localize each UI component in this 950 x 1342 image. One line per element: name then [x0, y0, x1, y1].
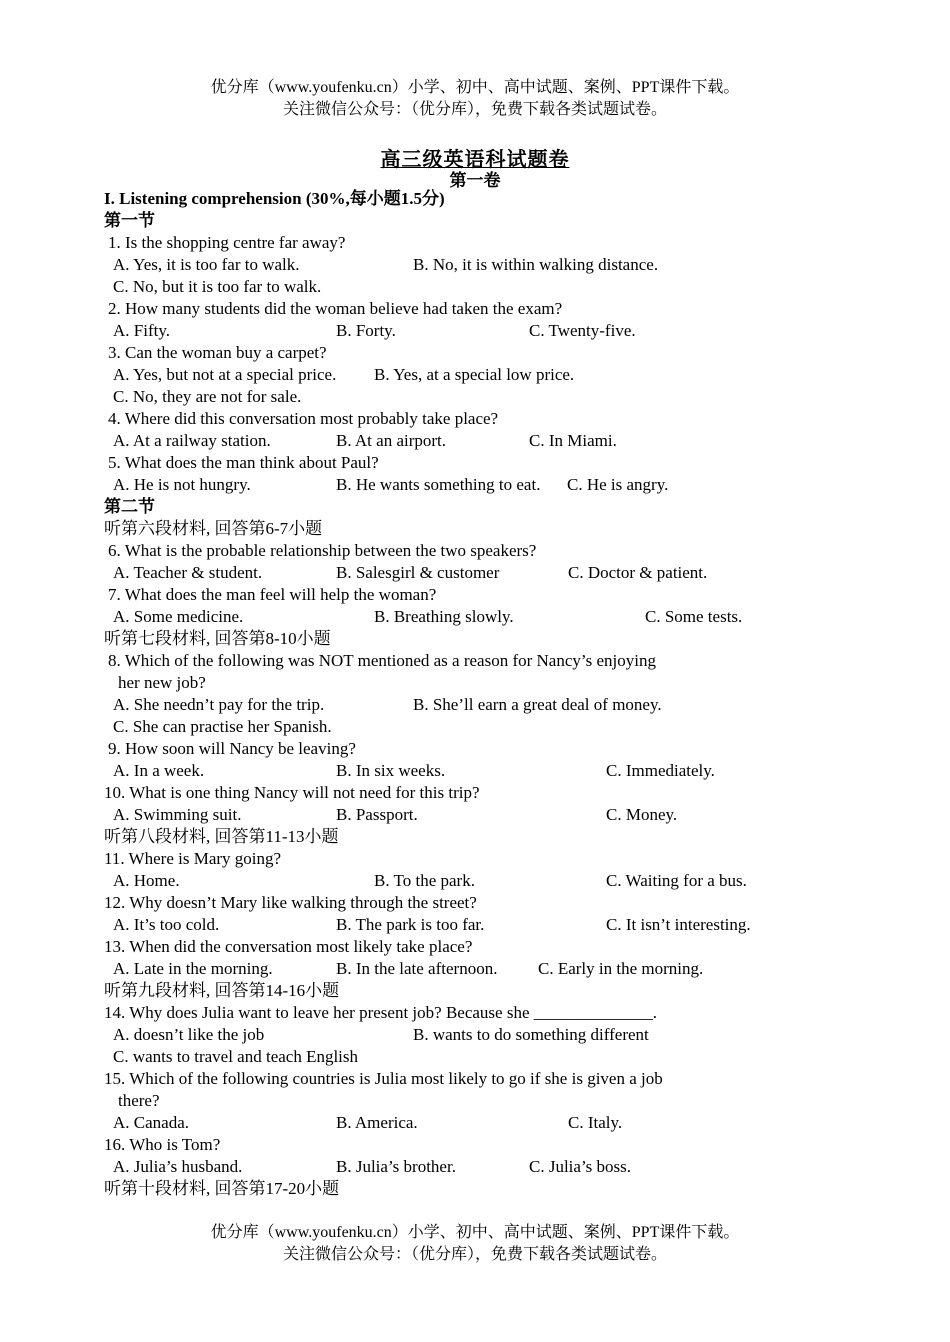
options-10: [104, 804, 824, 826]
option-b: B. She’ll earn a great deal of money.: [413, 695, 662, 714]
question-13: 13. When did the conversation most likely take place?: [104, 937, 473, 956]
option-c: C. No, but it is too far to walk.: [113, 277, 322, 296]
option-c: C. He is angry.: [567, 475, 669, 494]
option-b: B. Yes, at a special low price.: [374, 365, 575, 384]
option-a: A. Swimming suit.: [113, 805, 242, 824]
option-a: A. doesn’t like the job: [113, 1025, 265, 1044]
option-b: B. To the park.: [374, 871, 475, 890]
option-c: C. Julia’s boss.: [529, 1157, 632, 1176]
option-a: A. Julia’s husband.: [113, 1157, 243, 1176]
options-7: [104, 606, 824, 628]
question-10: 10. What is one thing Nancy will not need for this trip?: [104, 783, 480, 802]
option-c: C. No, they are not for sale.: [113, 387, 302, 406]
option-b: B. wants to do something different: [413, 1025, 649, 1044]
option-c: C. Money.: [606, 805, 678, 824]
option-b: B. At an airport.: [336, 431, 447, 450]
option-a: A. Fifty.: [113, 321, 170, 340]
options-2: [104, 320, 824, 342]
question-15: 15. Which of the following countries is Julia most likely to go if she is given a job: [104, 1069, 663, 1088]
watermark-line2: 关注微信公众号：（优分库），免费下载各类试题试卷。: [282, 101, 667, 118]
question-16: 16. Who is Tom?: [104, 1135, 221, 1154]
options-4: [104, 430, 824, 452]
options-9: [104, 760, 824, 782]
option-a: A. She needn’t pay for the trip.: [113, 695, 325, 714]
part-heading-1: 第一节: [104, 211, 155, 230]
option-c: C. wants to travel and teach English: [113, 1047, 359, 1066]
option-c: C. She can practise her Spanish.: [113, 717, 332, 736]
exam-subtitle: 第一卷: [449, 171, 501, 190]
question-2: 2. How many students did the woman believe had taken the exam?: [108, 299, 563, 318]
question-3: 3. Can the woman buy a carpet?: [108, 343, 327, 362]
instruction-2: 听第七段材料, 回答第8-10小题: [104, 629, 331, 648]
watermark-line2: 关注微信公众号：（优分库），免费下载各类试题试卷。: [282, 1246, 667, 1263]
watermark-header: [0, 77, 950, 121]
option-a: A. Late in the morning.: [113, 959, 273, 978]
question-11: 11. Where is Mary going?: [104, 849, 282, 868]
option-c: C. Immediately.: [606, 761, 715, 780]
question-9: 9. How soon will Nancy be leaving?: [108, 739, 356, 758]
question-8-cont: her new job?: [118, 673, 206, 692]
question-1: 1. Is the shopping centre far away?: [108, 233, 346, 252]
instruction-3: 听第八段材料, 回答第11-13小题: [104, 827, 339, 846]
watermark-footer: [0, 1222, 950, 1266]
options-3: [104, 364, 824, 386]
exam-content: [104, 188, 824, 1200]
exam-title: 高三级英语科试题卷: [380, 149, 570, 171]
option-b: B. America.: [336, 1113, 418, 1132]
options-11: [104, 870, 824, 892]
options-12: [104, 914, 824, 936]
option-a: A. At a railway station.: [113, 431, 271, 450]
option-b: B. He wants something to eat.: [336, 475, 541, 494]
option-b: B. Julia’s brother.: [336, 1157, 456, 1176]
option-a: A. Some medicine.: [113, 607, 244, 626]
option-a: A. Home.: [113, 871, 180, 890]
option-b: B. Breathing slowly.: [374, 607, 514, 626]
option-c: C. Waiting for a bus.: [606, 871, 747, 890]
option-b: B. Passport.: [336, 805, 418, 824]
options-8: [104, 694, 824, 716]
question-14: 14. Why does Julia want to leave her present job? Because she ______________.: [104, 1003, 657, 1022]
watermark-line1: 优分库（www.youfenku.cn）小学、初中、高中试题、案例、PPT课件下载。: [210, 1224, 740, 1241]
option-b: B. No, it is within walking distance.: [413, 255, 659, 274]
question-12: 12. Why doesn’t Mary like walking through the street?: [104, 893, 477, 912]
option-c: C. It isn’t interesting.: [606, 915, 751, 934]
section-heading: I. Listening comprehension (30%,每小题1.5分): [104, 189, 445, 208]
option-c: C. In Miami.: [529, 431, 617, 450]
options-6: [104, 562, 824, 584]
options-5: [104, 474, 824, 496]
question-6: 6. What is the probable relationship between the two speakers?: [108, 541, 537, 560]
part-heading-2: 第二节: [104, 497, 155, 516]
option-b: B. In the late afternoon.: [336, 959, 498, 978]
watermark-line1: 优分库（www.youfenku.cn）小学、初中、高中试题、案例、PPT课件下载。: [210, 79, 740, 96]
question-7: 7. What does the man feel will help the woman?: [108, 585, 437, 604]
option-a: A. It’s too cold.: [113, 915, 220, 934]
question-5: 5. What does the man think about Paul?: [108, 453, 379, 472]
option-b: B. Forty.: [336, 321, 396, 340]
option-b: B. Salesgirl & customer: [336, 563, 500, 582]
option-c: C. Twenty-five.: [529, 321, 636, 340]
options-15: [104, 1112, 824, 1134]
option-c: C. Early in the morning.: [538, 959, 704, 978]
option-a: A. Canada.: [113, 1113, 190, 1132]
option-a: A. Teacher & student.: [113, 563, 263, 582]
option-b: B. The park is too far.: [336, 915, 485, 934]
option-a: A. In a week.: [113, 761, 205, 780]
question-15-cont: there?: [118, 1091, 160, 1110]
options-16: [104, 1156, 824, 1178]
option-b: B. In six weeks.: [336, 761, 446, 780]
instruction-5: 听第十段材料, 回答第17-20小题: [104, 1179, 340, 1198]
option-a: A. Yes, but not at a special price.: [113, 365, 337, 384]
option-c: C. Italy.: [568, 1113, 623, 1132]
option-a: A. He is not hungry.: [113, 475, 251, 494]
options-1: [104, 254, 824, 276]
option-a: A. Yes, it is too far to walk.: [113, 255, 300, 274]
options-14: [104, 1024, 824, 1046]
instruction-1: 听第六段材料, 回答第6-7小题: [104, 519, 323, 538]
question-4: 4. Where did this conversation most probably take place?: [108, 409, 499, 428]
question-8: 8. Which of the following was NOT mentioned as a reason for Nancy’s enjoying: [108, 651, 656, 670]
option-c: C. Some tests.: [645, 607, 743, 626]
option-c: C. Doctor & patient.: [568, 563, 708, 582]
instruction-4: 听第九段材料, 回答第14-16小题: [104, 981, 340, 1000]
options-13: [104, 958, 824, 980]
